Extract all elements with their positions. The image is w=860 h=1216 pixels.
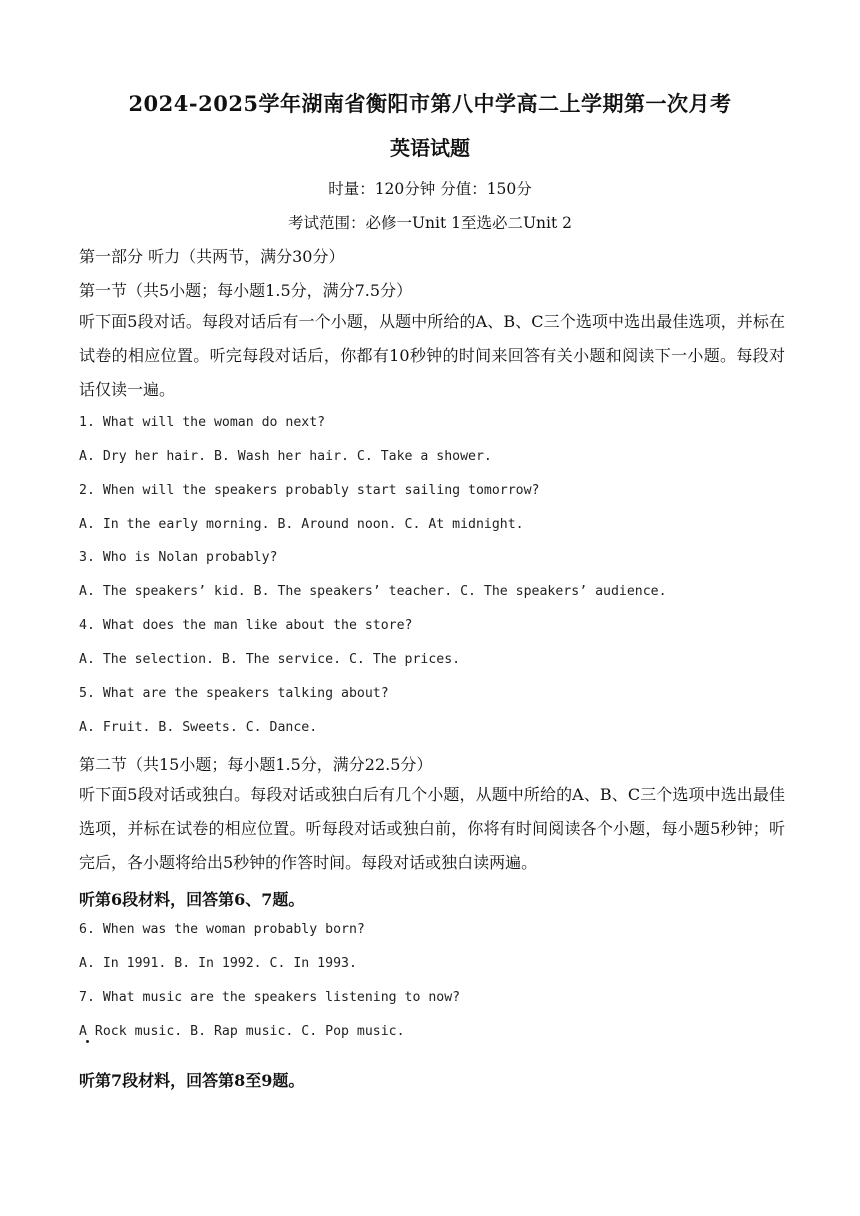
question-2-options: A. In the early morning. B. Around noon. C. At midnight. bbox=[79, 517, 524, 532]
question-1: 1. What will the woman do next? bbox=[79, 415, 326, 430]
question-7: 7. What music are the speakers listening to now? bbox=[79, 990, 461, 1005]
exam-scope-line: 考试范围：必修一Unit 1至选必二Unit 2 bbox=[287, 214, 573, 232]
question-6-options: A. In 1991. B. In 1992. C. In 1993. bbox=[79, 956, 357, 971]
material-7-heading: 听第7段材料，回答第8至9题。 bbox=[79, 1071, 305, 1090]
section2-heading: 第二节（共15小题；每小题1.5分，满分22.5分） bbox=[79, 755, 433, 774]
exam-title: 2024-2025学年湖南省衡阳市第八中学高二上学期第一次月考 bbox=[128, 91, 732, 116]
question-4: 4. What does the man like about the store? bbox=[79, 618, 413, 633]
section2-instructions: 听下面5段对话或独白。每段对话或独白后有几个小题，从题中所给的A、B、C三个选项中选出最佳选项，并标在试卷的相应位置。听每段对话或独白前，你将有时间阅读各个小题，每小题5秒钟；听完后，各小题将给出5秒钟的作答时间。每段对话或独白读两遍。 bbox=[79, 785, 785, 872]
question-5: 5. What are the speakers talking about? bbox=[79, 686, 389, 701]
subject-title: 英语试题 bbox=[390, 136, 470, 160]
section1-heading: 第一节（共5小题；每小题1.5分，满分7.5分） bbox=[79, 281, 413, 300]
question-6: 6. When was the woman probably born? bbox=[79, 922, 365, 937]
question-3-options: A. The speakers’ kid. B. The speakers’ teacher. C. The speakers’ audience. bbox=[79, 584, 667, 599]
material-6-heading: 听第6段材料，回答第6、7题。 bbox=[79, 890, 305, 909]
question-5-options: A. Fruit. B. Sweets. C. Dance. bbox=[79, 720, 318, 735]
question-1-options: A. Dry her hair. B. Wash her hair. C. Take a shower. bbox=[79, 449, 492, 464]
stray-dot-mark bbox=[86, 1040, 89, 1043]
part1-heading: 第一部分 听力（共两节，满分30分） bbox=[79, 247, 345, 266]
section1-instructions: 听下面5段对话。每段对话后有一个小题，从题中所给的A、B、C三个选项中选出最佳选项，并标在试卷的相应位置。听完每段对话后，你都有10秒钟的时间来回答有关小题和阅读下一小题。每段对话仅读一遍。 bbox=[79, 312, 785, 399]
question-7-options: A Rock music. B. Rap music. C. Pop music. bbox=[79, 1024, 405, 1039]
question-3: 3. Who is Nolan probably? bbox=[79, 550, 278, 565]
question-2: 2. When will the speakers probably start sailing tomorrow? bbox=[79, 483, 540, 498]
time-score-line: 时量：120分钟 分值：150分 bbox=[328, 180, 532, 198]
question-4-options: A. The selection. B. The service. C. The prices. bbox=[79, 652, 461, 667]
